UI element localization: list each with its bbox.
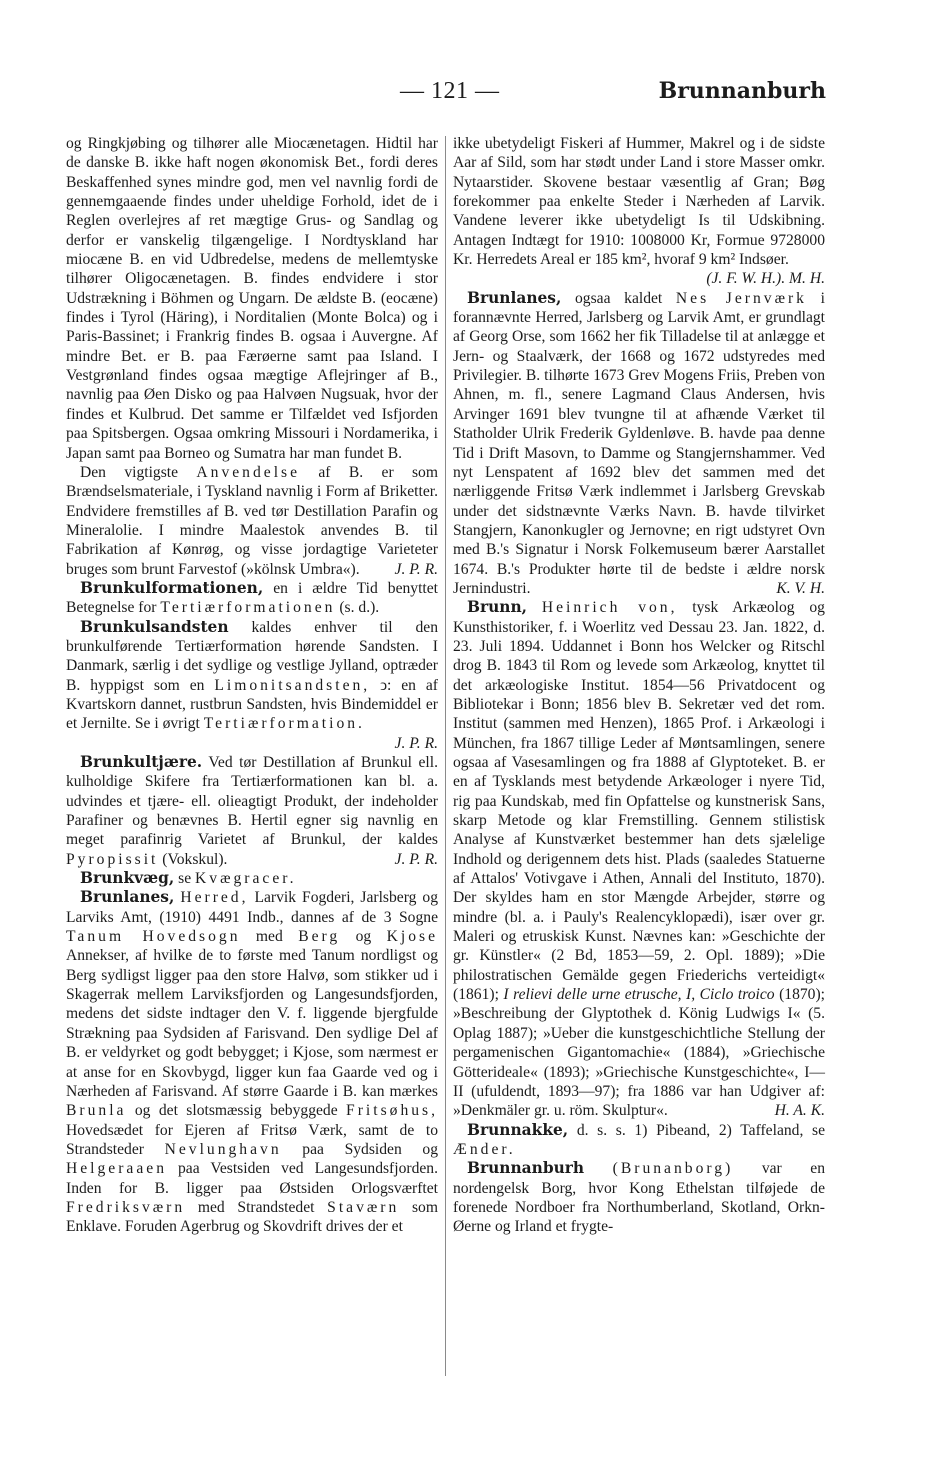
entry-headword: Brunkultjære. bbox=[80, 753, 203, 771]
entry-brunnakke: Brunnakke, d. s. s. 1) Pibeand, 2) Taffeland, se Ænder. bbox=[453, 1120, 826, 1158]
author-signature: J. P. R. bbox=[394, 850, 438, 868]
entry-brunkultjaere: Brunkultjære. Ved tør Destillation af Brunkul ell. kulholdige Skifere fra Tertiærformationen kan bl. a. udvindes et tjære- ell. olieagtigt Produkt, der indeholder Parafiner og benævnes B. Hertil egner sig navnlig en meget parafinrig Varietet af Brunkul, der kaldes Pyropissit (Vokskul). J. P. R. bbox=[66, 753, 438, 868]
paragraph: Den vigtigste Anvendelse af B. er som Brændselsmateriale, i Tyskland navnlig i Form af Briketter. Endvidere fremstilles af B. ved tør Destillation Parafin og Mineralolie. I mindre Maalestok anvendes B. til Fabrikation af Kønrøg, og visse jordagtige Varieteter bruges som brunt Farvestof (»kölnsk Umbra«). J. P. R. bbox=[66, 463, 438, 578]
entry-brunkulformationen: Brunkulformationen, en i ældre Tid benyttet Betegnelse for Tertiærformationen (s. d.). bbox=[66, 578, 438, 617]
running-head: Brunnanburh bbox=[658, 78, 826, 104]
entry-brunn: Brunn, Heinrich von, tysk Arkæolog og Kunsthistoriker, f. i Woerlitz ved Dessau 23. Jan. 1822, d. 23. Juli 1894. Uddannet i Bonn hos Welcker og Ritschl drog B. 1843 til Rom og levede som Arkæolog, knyttet til det arkæologiske Institut. 1854—56 Privatdocent og Bibliotekar i Bonn; 1856 blev B. Sekretær ved det rom. Institut (sammen med Henzen), 1865 Prof. i Arkæologi i München, fra 1867 tillige Leder af Møntsamlingen, senere ogsaa af Vasesamlingen og fra 1888 af Glyptoteket. B. er en af Tysklands mest betydende Arkæologer i nyere Tid, rig paa Kundskab, med fin Opfattelse og kunstnerisk Sans, skarp Metode og klar Fremstilling. Gennem stilistisk Analyse af Kunstværket bestemmer han dets sjælelige Indhold og derigennem dets hist. Plads (saaledes Statuerne af Attalos' Votivgave i Athen, Annali del Instituto, 1870). Der skyldes ham en stor Mængde Arbejder, større og mindre (bl. a. i Pauly's Realencyklopædi), især over gr. Maleri og etruskisk Kunst. Nævnes kan: »Geschichte der gr. Künstler« (2 Bd, 1853—59, 2. Opl. 1889); »Die philostratischen Gemälde gegen Friederichs verteidigt« (1861); I relievi delle urne etrusche, I, Ciclo troico (1870); »Beschreibung der Glyptothek d. König Ludwigs I« (5. Oplag 1887); »Ueber die kunstgeschichtliche Stellung der pergamenischen Gigantomachie« (1884), »Griechische Götterideale« (1893); »Griechische Kunstgeschichte«, I—II (ufuldendt, 1893—97); fra 1886 var han Udgiver af: »Denkmäler gr. u. röm. Skulptur«. H. A. K. bbox=[453, 598, 825, 1120]
paragraph: og Ringkjøbing og tilhører alle Miocænetagen. Hidtil har de danske B. ikke haft nogen økonomisk Bet., fordi deres Beskaffenhed synes mindre god, men vel navnlig fordi de gennemgaaende findes under uheldige Forhold, idet de i Reglen overlejres af ret mægtige Grus- og Sandlag og derfor er vanskelig tilgængelige. I Nordtyskland har miocæne B. en vid Udbredelse, medens de mellemtyske tilhører Oligocænetagen. B. findes endvidere i stor Udstrækning i Böhmen og Ungarn. De ældste B. (eocæne) findes i Tyrol (Häring), i Norditalien (Monte Bolca) og i Paris-Bassinet; i Frankrig findes B. ogsaa i Auvergne. Af mindre Bet. er B. paa Færøerne samt paa Island. I Vestgrønland findes ogsaa mægtige Aflejringer af B., navnlig paa Øen Disko og paa Halvøen Nugsuak, hvor der findes et Kulbrud. Det samme er Tilfældet ved Isfjorden paa Spitsbergen. Ogsaa omkring Missouri i Nordamerika, i Japan samt paa Borneo og Sumatra har man fundet B. bbox=[66, 135, 438, 462]
entry-brunkulsandsten: Brunkulsandsten kaldes enhver til den brunkulførende Tertiærformation hørende Sandsten. I Danmark, særlig i det sydlige og vestlige Jylland, optræder B. hyppigst som en Limonitsandsten, ↄ: en af Kvartskorn dannet, rustbrun Sandsten, hvis Bindemiddel er et Jernilte. Se i øvrigt Tertiærformation. bbox=[66, 617, 438, 733]
right-column bbox=[453, 134, 825, 1237]
entry-brunnanburh: Brunnanburh (Brunanborg) var en nordengelsk Borg, hvor Kong Ethelstan tilføjede de forenede Nordboer fra Northumberland, Skotland, Orkn-Øerne og Irland et frygte- bbox=[453, 1159, 826, 1236]
entry-headword: Brunn, bbox=[467, 598, 528, 617]
page-number: — 121 — bbox=[400, 78, 500, 104]
author-signature: H. A. K. bbox=[774, 1102, 825, 1120]
author-signature: K. V. H. bbox=[776, 579, 825, 597]
column-divider bbox=[445, 136, 446, 1376]
left-column bbox=[66, 134, 438, 1237]
entry-headword: Brunlanes, bbox=[80, 888, 175, 907]
author-signature: J. P. R. bbox=[394, 560, 438, 578]
entry-headword: Brunkvæg, bbox=[80, 869, 175, 888]
entry-headword: Brunkulsandsten bbox=[80, 617, 229, 636]
entry-brunlanes-herred: Brunlanes, Herred, Larvik Fogderi, Jarlsberg og Larviks Amt, (1910) 4491 Indb., dannes af de 3 Sogne Tanum Hovedsogn med Berg og Kjose Annekser, af hvilke de to første med Tanum nordligst og Berg sydligst ligger paa den store Halvø, som stikker ud i Skagerrak mellem Larviksfjorden og Langesundsfjorden, medens det sidste indtager den V. f. liggende bjergfulde Strækning paa Sydsiden af Farisvand. Den sydlige Del af B. er veldyrket og godt bebygget; i Kjose, som nærmest er at anse for en Skovbygd, ligger kun faa Gaarde ved og i Nærheden af Farisvand. Af større Gaarde i B. kan mærkes Brunla og det slotsmæssig bebyggede Fritsøhus, Hovedsædet for Ejeren af Fritsø Værk, samt de to Strandsteder Nevlunghavn paa Sydsiden og Helgeraaen paa Vestsiden ved Langesundsfjorden. Inden for B. ligger paa Østsiden Orlogsværftet Fredriksværn med Strandstedet Staværn som Enklave. Foruden Agerbrug og Skovdrift drives der et bbox=[66, 888, 439, 1236]
entry-brunkvaeg: Brunkvæg, se Kvægracer. bbox=[80, 869, 297, 888]
entry-headword: Brunlanes, bbox=[467, 288, 562, 307]
page-header bbox=[60, 76, 826, 110]
entry-headword: Brunnanburh bbox=[467, 1159, 585, 1178]
entry-brunlanes-jernvaerk: Brunlanes, ogsaa kaldet Nes Jernværk i forannævnte Herred, Jarlsberg og Larvik Amt, er grundlagt af Georg Orse, som 1662 her fik Tilladelse til at anlægge et Jern- og Staalværk, der 1668 og 1672 udstyredes med Privilegier. B. tilhørte 1673 Grev Mogens Friis, Preben von Ahnen, m. fl., senere Lagmand Claus Andersen, hvis Arvinger 1691 blev tvungne til at afhænde Værket til Statholder Ulrik Frederik Gyldenløve. B. havde paa denne Tid i Drift Masovn, to Damme og Stangjernshammer. Ved nyt Lenspatent af 1692 blev det sammen med det nærliggende Fritsø Værk indlemmet i Jarlsberg Grevskab under det sidstnævnte Værks Navn. B. havde tilvirket Stangjern, Kanonkugler og Jernovne; en rigt udstyret Ovn med B.'s Signatur i Norsk Folkemuseum bærer Aarstallet 1674. B.'s Produkter hørte til de bedste i ældre norsk Jernindustri. K. V. H. bbox=[453, 288, 825, 597]
entry-headword: Brunkulformationen, bbox=[80, 578, 264, 597]
paragraph: ikke ubetydeligt Fiskeri af Hummer, Makrel og i de sidste Aar af Sild, som har stødt under Land i store Masser omkr. Nytaarstider. Skovene bestaar væsentlig af Gran; Bøg forekommer paa enkelte Steder i Nærheden af Larvik. Vandene leverer ikke ubetydeligt Is til Udskibning. Antagen Indtægt for 1910: 1008000 Kr, Formue 9728000 Kr. Herredets Areal er 185 km², hvoraf 9 km² Indsøer. bbox=[453, 135, 825, 269]
author-signature: J. P. R. bbox=[394, 734, 438, 752]
entry-headword: Brunnakke, bbox=[467, 1120, 569, 1139]
author-signature: (J. F. W. H.). M. H. bbox=[706, 270, 825, 288]
